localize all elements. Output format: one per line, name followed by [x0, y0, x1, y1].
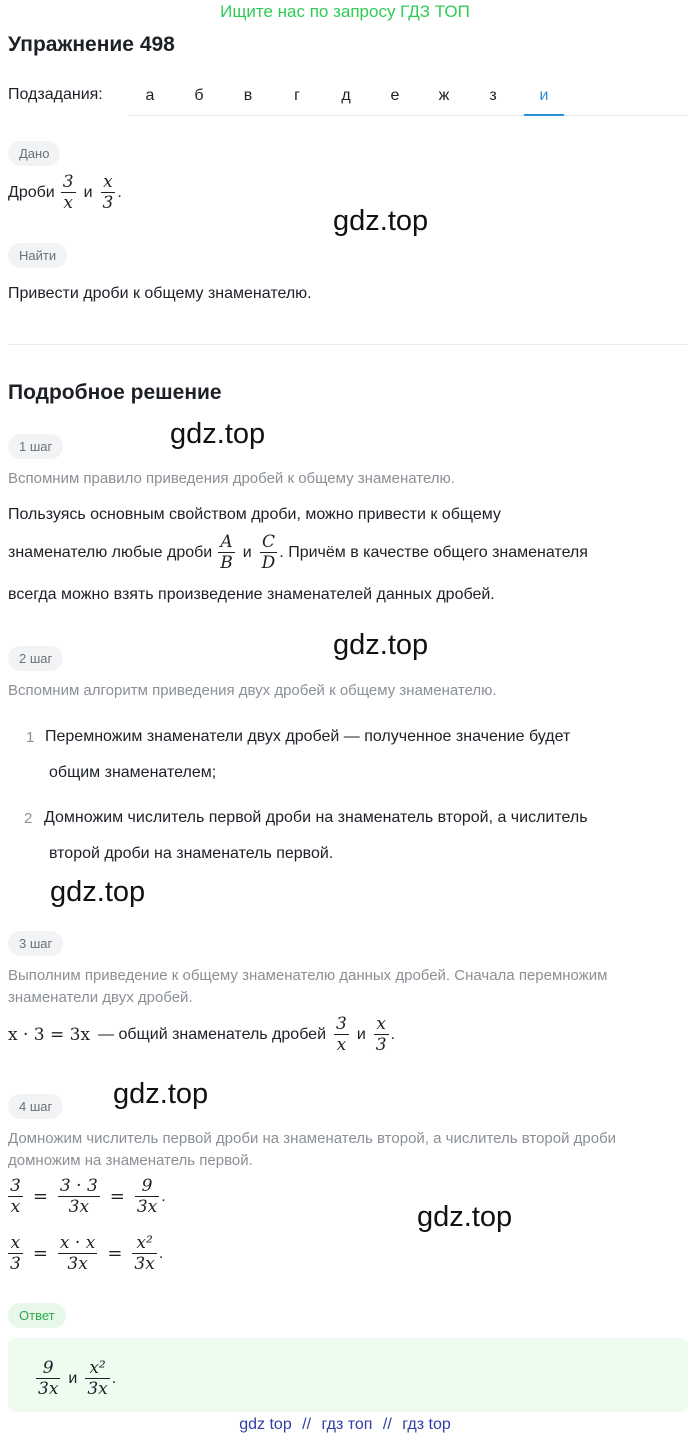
equation-1-end: . [161, 1187, 166, 1205]
step-1-line-2 [8, 532, 588, 573]
equation-1 [6, 1176, 166, 1217]
fraction-numerator: A [218, 532, 235, 553]
step-2-tag: 2 шаг [8, 646, 63, 671]
fraction-numerator: x · x [59, 1233, 96, 1253]
watermark: gdz.top [333, 205, 429, 237]
fraction-denominator: x [336, 1035, 347, 1055]
subtask-tab-a[interactable]: а [145, 87, 155, 104]
answer-box [8, 1338, 688, 1412]
fraction-denominator: 3 [375, 1035, 387, 1055]
equals-sign: = [109, 1186, 125, 1207]
equation-1-term-a [8, 1176, 23, 1217]
given-fraction-1 [61, 172, 76, 213]
fraction-c-over-d [260, 532, 278, 573]
fraction-numerator: C [260, 532, 278, 553]
answer-expression [34, 1358, 116, 1399]
step-1-tag: 1 шаг [8, 434, 63, 459]
fraction-a-over-b [218, 532, 235, 573]
fraction-numerator: 3 [336, 1014, 347, 1034]
section-divider [8, 344, 688, 345]
equals-sign: = [32, 1243, 48, 1264]
list-item-line-1: Перемножим знаменатели двух дробей — полученное значение будет [45, 728, 571, 745]
step-3-end: . [390, 1025, 396, 1043]
subtask-tab-e[interactable]: е [390, 87, 400, 104]
step-1-line-1: Пользуясь основным свойством дроби, можно привести к общему [8, 506, 501, 523]
step-1-line-3: всегда можно взять произведение знаменателей данных дробей. [8, 586, 495, 603]
fraction-numerator: 9 [135, 1176, 159, 1197]
fraction-denominator: 3x [68, 1197, 90, 1217]
step-4-hint-2: домножим на знаменатель первой. [8, 1152, 253, 1169]
given-prefix: Дроби [8, 183, 55, 201]
fraction-denominator: D [261, 553, 276, 573]
equation-1-term-b [58, 1176, 100, 1217]
fraction-numerator: x [101, 172, 116, 193]
footer-separator: // [382, 1416, 392, 1433]
list-item-line-2: общим знаменателем; [49, 764, 217, 781]
answer-fraction-2 [85, 1358, 109, 1399]
find-tag: Найти [8, 243, 67, 268]
search-banner[interactable]: Ищите нас по запросу ГДЗ ТОП [220, 2, 470, 21]
given-fraction-2 [101, 172, 116, 213]
step-3-hint-2: знаменатели двух дробей. [8, 989, 193, 1006]
fraction-numerator: 3 [62, 172, 74, 192]
equals-sign: = [107, 1243, 123, 1264]
given-statement [8, 172, 122, 213]
step-4-tag: 4 шаг [8, 1094, 63, 1119]
fraction-numerator: x [8, 1233, 23, 1254]
step-3-hint-1: Выполним приведение к общему знаменателю данных дробей. Сначала перемножим [8, 967, 608, 984]
fraction-denominator: 3 [10, 1254, 21, 1274]
fraction-denominator: 3x [38, 1379, 59, 1399]
step-1-conjunction: и [242, 543, 252, 561]
watermark: gdz.top [113, 1078, 209, 1110]
fraction-denominator: B [220, 553, 233, 573]
footer-link-1[interactable]: gdz top [239, 1416, 292, 1433]
list-item-number: 2 [24, 810, 33, 827]
step-3-conjunction: и [356, 1025, 366, 1043]
step-3-fraction-1 [334, 1014, 349, 1055]
fraction-denominator: 3x [136, 1197, 158, 1217]
given-conjunction: и [83, 183, 93, 201]
fraction-denominator: x [10, 1197, 21, 1217]
subtask-tab-b[interactable]: б [194, 87, 204, 104]
fraction-numerator: x² [132, 1233, 156, 1254]
list-item-line-1: Домножим числитель первой дроби на знаменатель второй, а числитель [44, 809, 588, 826]
fraction-denominator: 3x [134, 1254, 155, 1274]
solution-title: Подробное решение [8, 381, 222, 404]
watermark: gdz.top [170, 418, 266, 450]
fraction-denominator: 3 [102, 193, 114, 213]
fraction-numerator: x² [85, 1358, 109, 1379]
answer-fraction-1 [36, 1358, 60, 1399]
step-4-hint-1: Домножим числитель первой дроби на знаменатель второй, а числитель второй дроби [8, 1130, 617, 1147]
equation-2-term-c [132, 1233, 156, 1274]
footer-separator: // [302, 1416, 312, 1433]
answer-conjunction: и [68, 1369, 78, 1387]
equation-2-term-b [58, 1233, 97, 1274]
equation-2-end: . [158, 1244, 164, 1262]
equation-2 [6, 1233, 163, 1274]
page-title: Упражнение 498 [8, 33, 175, 56]
footer-link-3[interactable]: гдз top [402, 1416, 451, 1433]
step-1-line-2-suffix: . Причём в качестве общего знаменателя [279, 543, 588, 561]
fraction-denominator: x [63, 193, 73, 213]
subtask-tab-g[interactable]: г [294, 87, 300, 104]
fraction-denominator: 3x [67, 1254, 88, 1274]
fraction-numerator: 3 [10, 1176, 21, 1196]
fraction-denominator: 3x [87, 1379, 108, 1399]
step-3-text: — общий знаменатель дробей [98, 1025, 327, 1043]
footer-links [0, 1414, 690, 1439]
list-item-line-2: второй дроби на знаменатель первой. [49, 845, 334, 862]
answer-tag: Ответ [8, 1303, 66, 1328]
given-tag: Дано [8, 141, 60, 166]
subtask-tab-v[interactable]: в [243, 87, 253, 104]
list-item-number: 1 [26, 729, 35, 746]
fraction-numerator: 3 · 3 [59, 1176, 98, 1196]
step-2-hint: Вспомним алгоритм приведения двух дробей к общему знаменателю. [8, 682, 497, 699]
step-1-hint: Вспомним правило приведения дробей к общему знаменателю. [8, 470, 455, 487]
equation-1-term-c [135, 1176, 159, 1217]
denominator-product: x · 3 = 3x [8, 1024, 91, 1045]
watermark: gdz.top [333, 629, 429, 661]
watermark: gdz.top [417, 1201, 513, 1233]
subtask-tab-i[interactable]: и [524, 78, 564, 116]
subtask-tab-z[interactable]: з [489, 87, 497, 104]
footer-link-2[interactable]: гдз топ [321, 1416, 373, 1433]
equation-2-term-a [8, 1233, 23, 1274]
step-3-expression [8, 1014, 395, 1055]
subtask-tab-d[interactable]: д [341, 87, 351, 104]
given-end: . [117, 183, 122, 201]
fraction-numerator: 9 [36, 1358, 60, 1379]
subtasks-tabs [128, 78, 688, 116]
subtask-tab-zh[interactable]: ж [438, 87, 450, 104]
step-3-tag: 3 шаг [8, 931, 63, 956]
answer-end: . [111, 1369, 117, 1387]
step-3-fraction-2 [374, 1014, 389, 1055]
find-text: Привести дроби к общему знаменателю. [8, 285, 312, 302]
fraction-numerator: x [374, 1014, 389, 1035]
subtasks-label: Подзадания: [8, 86, 103, 103]
equals-sign: = [32, 1186, 48, 1207]
watermark: gdz.top [50, 876, 146, 908]
step-1-line-2-prefix: знаменателю любые дроби [8, 543, 213, 561]
